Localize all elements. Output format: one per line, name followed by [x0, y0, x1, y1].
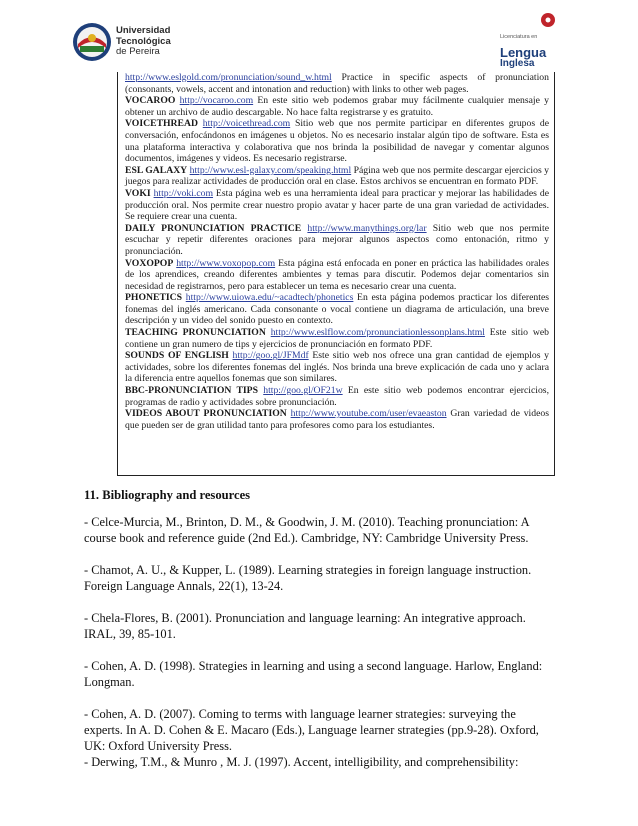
section-heading: 11. Bibliography and resources: [84, 488, 251, 502]
university-line-1: Universidad: [116, 25, 171, 36]
resource-link[interactable]: http://www.manythings.org/lar: [307, 222, 427, 234]
resource-item: http://www.eslgold.com/pronunciation/sound_w.html Practice in specific aspects of pronunciation (consonants, vowels, accent and intonation and reduction) with links to other web pages.: [125, 72, 549, 95]
university-logo: [72, 20, 182, 68]
resource-item: DAILY PRONUNCIATION PRACTICE http://www.manythings.org/lar Sitio web que nos permite escuchar y repetir diferentes oraciones para mejorar algunos aspectos como entonación, ritmo y pronunciación.: [125, 222, 549, 257]
bibliography-entry: - Cohen, A. D. (1998). Strategies in learning and using a second language. Harlow, England: Longman.: [84, 659, 543, 689]
resource-item: BBC-PRONUNCIATION TIPS http://goo.gl/OF21w En este sitio web podemos encontrar ejercicios, programas de radio y actividades sobre pronunciación.: [125, 385, 549, 408]
university-line-2: Tecnológica: [116, 35, 171, 47]
bibliography-entry: - Cohen, A. D. (2007). Coming to terms with language learner strategies: surveying the experts. In A. D. Cohen & E. Macaro (Eds.), Language learner strategies (pp.9-28). Oxford, UK: Oxford University Press.: [84, 707, 539, 753]
resource-link[interactable]: http://vocaroo.com: [179, 95, 254, 107]
university-line-3: de Pereira: [116, 46, 160, 57]
resource-link[interactable]: http://goo.gl/JFMdf: [232, 350, 309, 362]
bibliography-entry: - Celce-Murcia, M., Brinton, D. M., & Goodwin, J. M. (2010). Teaching pronunciation: A course book and reference guide (2nd Ed.). Cambridge, NY: Cambridge University Press.: [84, 515, 529, 545]
bibliography-entry: - Chamot, A. U., & Kupper, L. (1989). Learning strategies in foreign language instruction. Foreign Language Annals, 22(1), 13-24.: [84, 563, 532, 593]
resource-link[interactable]: http://www.youtube.com/user/evaeaston: [290, 408, 447, 420]
resource-link[interactable]: http://www.eslgold.com/pronunciation/sound_w.html: [125, 72, 332, 83]
resource-link[interactable]: http://voicethread.com: [202, 118, 291, 130]
resource-item: ESL GALAXY http://www.esl-galaxy.com/speaking.html Página web que nos permite descargar ejercicios y juegos para realizar actividades de producción oral en clase. Estos archivos se encuentran en formato PDF.: [125, 164, 549, 188]
resource-link[interactable]: http://www.voxopop.com: [176, 257, 276, 269]
resource-item: VOXOPOP http://www.voxopop.com Esta página está enfocada en poner en práctica las habilidades orales de los aprendices, creando diferentes ambientes y temas para discutir. Podemos dejar comentarios sin necesidad de registrarnos, pero para establecer un tema es necesario crear una cuenta.: [125, 257, 550, 292]
licenciatura-logo: [492, 4, 572, 70]
resource-item: SOUNDS OF ENGLISH http://goo.gl/JFMdf Este sitio web nos ofrece una gran cantidad de ejemplos y actividades, sobre los diferentes fonemas del inglés. Nos brinda una breve explicación de cada uno y aclara la diferencia entre aquellos fonemas que son similares.: [125, 350, 550, 385]
university-name: [116, 26, 171, 58]
licenciatura-lengua: Lengua: [500, 45, 547, 60]
university-crest-icon: [72, 22, 112, 62]
resource-item: VOKI http://voki.com Esta página web es una herramienta ideal para practicar y mejorar las habilidades de producción oral. Nos permite crear nuestro propio avatar y hacer parte de una gran variedad de actividades. Se requiere crear una cuenta.: [125, 187, 549, 223]
resources-list: [125, 72, 549, 431]
resource-link[interactable]: http://www.eslflow.com/pronunciationlessonplans.html: [270, 327, 485, 339]
bibliography-entry: - Chela-Flores, B. (2001). Pronunciation and language learning: An integrative approach. IRAL, 39, 85-101.: [84, 611, 526, 641]
licenciatura-badge-icon: [492, 4, 572, 34]
bibliography-entry: - Derwing, T.M., & Munro , M. J. (1997). Accent, intelligibility, and comprehensibility:: [84, 755, 519, 769]
table-right-border: [554, 72, 555, 476]
resource-item: VOICETHREAD http://voicethread.com Sitio web que nos permite participar en diferentes grupos de conversación, enfocándonos en imágenes u objetos. No es necesario instalar algún tipo de software. Esta es una plataforma interactiva y colaborativa que nos brinda la posibilidad de navegar y comentar algunos documentos, imágenes y videos. Es necesario registrarse.: [125, 118, 550, 165]
bibliography-section: [84, 487, 554, 770]
resource-link[interactable]: http://www.esl-galaxy.com/speaking.html: [189, 164, 352, 176]
table-left-border: [117, 72, 118, 476]
table-bottom-border: [117, 475, 555, 476]
licenciatura-label: Licenciatura en: [500, 34, 538, 40]
resource-link[interactable]: http://goo.gl/OF21w: [263, 385, 343, 397]
page-header: [0, 0, 638, 72]
resource-link[interactable]: http://www.uiowa.edu/~acadtech/phonetics: [185, 292, 354, 304]
resource-item: TEACHING PRONUNCIATION http://www.eslflow.com/pronunciationlessonplans.html Este sitio web contiene un gran numero de tips y ejercicios de pronunciación en formato PDF.: [125, 327, 549, 350]
resource-link[interactable]: http://voki.com: [153, 187, 214, 199]
licenciatura-inglesa: Inglesa: [500, 58, 535, 69]
resource-item: VOCAROO http://vocaroo.com En este sitio web podemos grabar muy fácilmente cualquier mensaje y obtener un archivo de audio descargable. No hace falta registrarse y es gratuito.: [125, 95, 550, 118]
resource-item: PHONETICS http://www.uiowa.edu/~acadtech/phonetics En esta página podemos practicar los diferentes fonemas del inglés americano. Cada consonante o vocal contiene un diagrama de articulación, una breve descripción y un video del sonido puesto en contexto.: [125, 292, 550, 327]
resource-item: VIDEOS ABOUT PRONUNCIATION http://www.youtube.com/user/evaeaston Gran variedad de videos que pueden ser de gran utilidad tanto para profesores como para los estudiantes.: [125, 408, 549, 431]
resources-table: [117, 72, 555, 476]
